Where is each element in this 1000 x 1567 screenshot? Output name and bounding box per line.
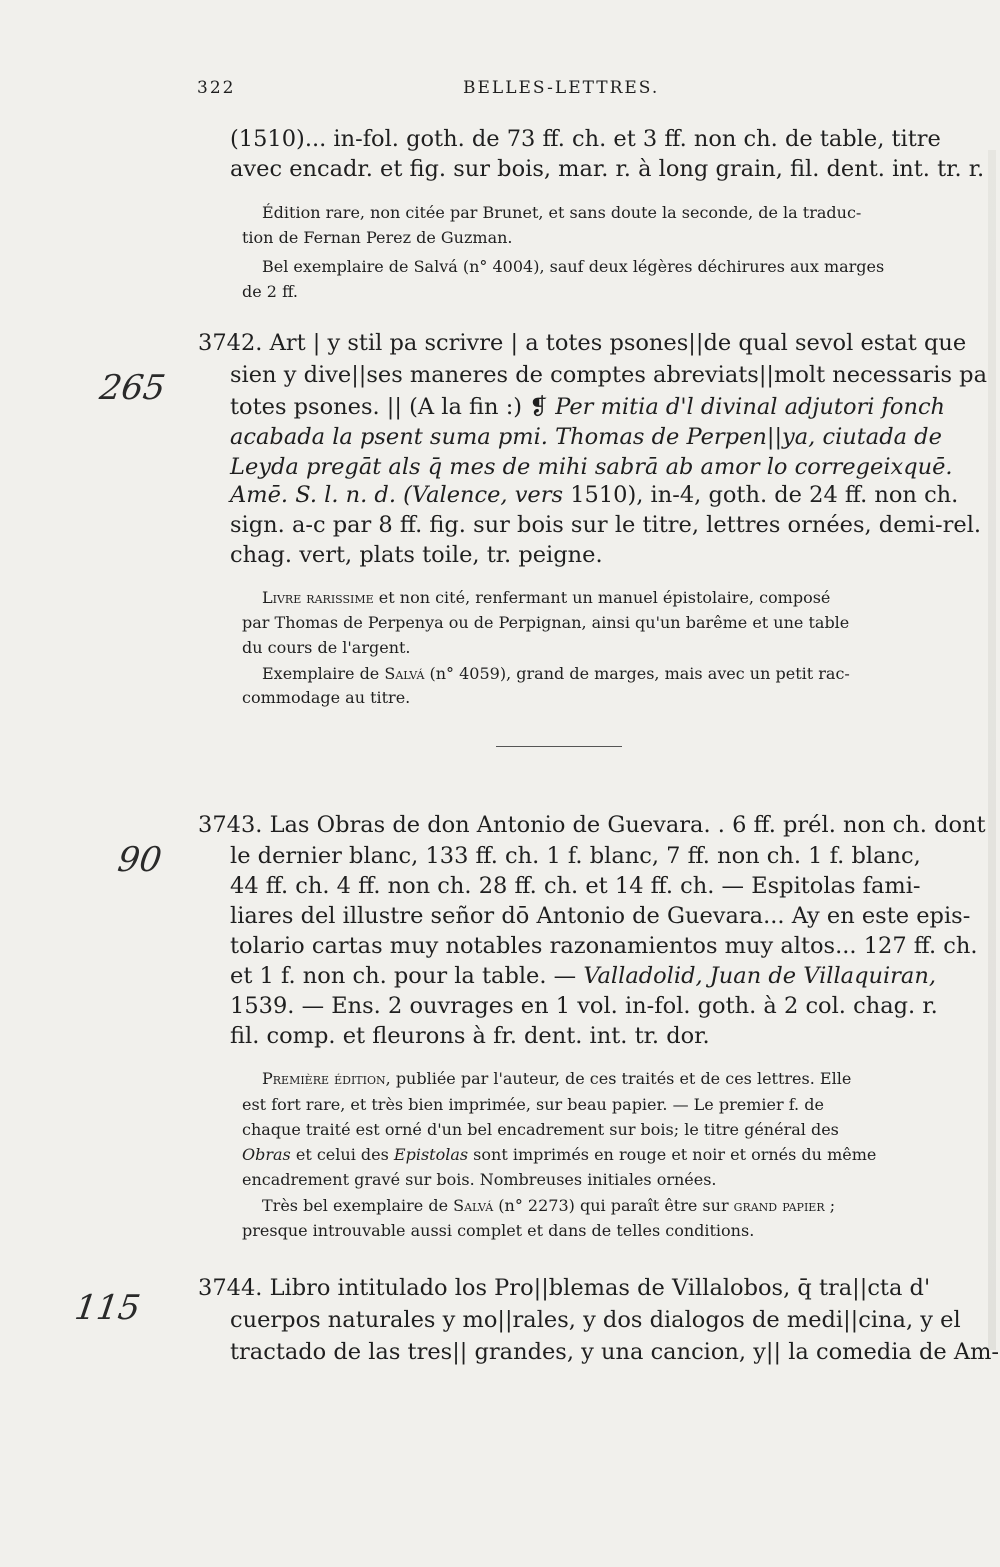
entry-prev-note: de 2 ff. bbox=[242, 282, 298, 301]
section-divider bbox=[496, 746, 622, 747]
entry-prev-note: tion de Fernan Perez de Guzman. bbox=[242, 228, 513, 247]
entry-3743-note: Première édition, publiée par l'auteur, de ces traités et de ces lettres. Elle bbox=[262, 1069, 852, 1088]
entry-3743-note: encadrement gravé sur bois. Nombreuses initiales ornées. bbox=[242, 1170, 717, 1189]
entry-3743-note: Obras et celui des Epistolas sont imprimés en rouge et noir et ornés du même bbox=[242, 1145, 877, 1164]
entry-3743-note: est fort rare, et très bien imprimée, sur beau papier. — Le premier f. de bbox=[242, 1095, 824, 1114]
entry-3742-line: Leyda pregāt als q̄ mes de mihi sabrā ab amor lo corregeixquē. bbox=[230, 454, 953, 480]
entry-prev-line: (1510)... in-fol. goth. de 73 ff. ch. et 3 ff. non ch. de table, titre bbox=[230, 126, 941, 152]
entry-3742-note: du cours de l'argent. bbox=[242, 638, 411, 657]
entry-3744-line: cuerpos naturales y mo||rales, y dos dialogos de medi||cina, y el bbox=[230, 1307, 961, 1333]
entry-3743-line: le dernier blanc, 133 ff. ch. 1 f. blanc, 7 ff. non ch. 1 f. blanc, bbox=[230, 843, 921, 869]
entry-3742-line: sien y dive||ses maneres de comptes abreviats||molt necessaris pa bbox=[230, 362, 987, 388]
entry-3742-line: chag. vert, plats toile, tr. peigne. bbox=[230, 542, 603, 568]
entry-3744-line: 3744. Libro intitulado los Pro||blemas de Villalobos, q̄ tra||cta d' bbox=[198, 1275, 931, 1301]
entry-3743-line: 3743. Las Obras de don Antonio de Guevara. . 6 ff. prél. non ch. dont bbox=[198, 812, 986, 838]
entry-3743-line: 1539. — Ens. 2 ouvrages en 1 vol. in-fol. goth. à 2 col. chag. r. bbox=[230, 993, 938, 1019]
entry-3742-line: sign. a-c par 8 ff. fig. sur bois sur le titre, lettres ornées, demi-rel. bbox=[230, 512, 982, 538]
margin-price-note: 115 bbox=[72, 1288, 143, 1328]
entry-3743-note: presque introuvable aussi complet et dans de telles conditions. bbox=[242, 1221, 755, 1240]
entry-3742-note: par Thomas de Perpenya ou de Perpignan, ainsi qu'un barême et une table bbox=[242, 613, 850, 632]
entry-3744-line: tractado de las tres|| grandes, y una cancion, y|| la comedia de Am- bbox=[230, 1339, 1000, 1365]
entry-3743-line: liares del illustre señor dō Antonio de Guevara... Ay en este epis- bbox=[230, 903, 971, 929]
paragraph-mark-icon: ❡ bbox=[529, 394, 549, 420]
entry-3743-note: chaque traité est orné d'un bel encadrement sur bois; le titre général des bbox=[242, 1120, 839, 1139]
margin-price-note: 90 bbox=[115, 840, 165, 880]
entry-3742-note: Exemplaire de Salvá (n° 4059), grand de marges, mais avec un petit rac- bbox=[262, 664, 850, 683]
entry-3742-line: acabada la psent suma pmi. Thomas de Perpen||ya, ciutada de bbox=[230, 424, 942, 450]
entry-3742-note: Livre rarissime et non cité, renfermant un manuel épistolaire, composé bbox=[262, 588, 831, 607]
entry-prev-line: avec encadr. et fig. sur bois, mar. r. à long grain, fil. dent. int. tr. r. bbox=[230, 156, 985, 182]
entry-3742-line: 3742. Art | y stil pa scrivre | a totes psones||de qual sevol estat que bbox=[198, 330, 967, 356]
entry-3742-note: commodage au titre. bbox=[242, 688, 411, 707]
page-edge-shadow bbox=[988, 150, 996, 1350]
entry-prev-note: Bel exemplaire de Salvá (n° 4004), sauf deux légères déchirures aux marges bbox=[262, 257, 885, 276]
entry-prev-note: Édition rare, non citée par Brunet, et sans doute la seconde, de la traduc- bbox=[262, 203, 862, 222]
entry-3743-line: 44 ff. ch. 4 ff. non ch. 28 ff. ch. et 14 ff. ch. — Espitolas fami- bbox=[230, 873, 921, 899]
entry-3743-line: tolario cartas muy notables razonamientos muy altos... 127 ff. ch. bbox=[230, 933, 978, 959]
entry-3743-line: fil. comp. et fleurons à fr. dent. int. tr. dor. bbox=[230, 1023, 710, 1049]
entry-3743-line: et 1 f. non ch. pour la table. — Valladolid, Juan de Villaquiran, bbox=[230, 963, 936, 989]
entry-3742-line: Amē. S. l. n. d. (Valence, vers 1510), in-4, goth. de 24 ff. non ch. bbox=[230, 482, 959, 508]
page-number: 322 bbox=[197, 78, 236, 98]
margin-price-note: 265 bbox=[97, 368, 168, 408]
running-title: BELLES-LETTRES. bbox=[463, 78, 660, 98]
entry-3742-line: totes psones. || (A la fin :) ❡ Per mitia d'l divinal adjutori fonch bbox=[230, 394, 946, 420]
entry-3743-note: Très bel exemplaire de Salvá (n° 2273) qui paraît être sur grand papier ; bbox=[262, 1196, 836, 1215]
